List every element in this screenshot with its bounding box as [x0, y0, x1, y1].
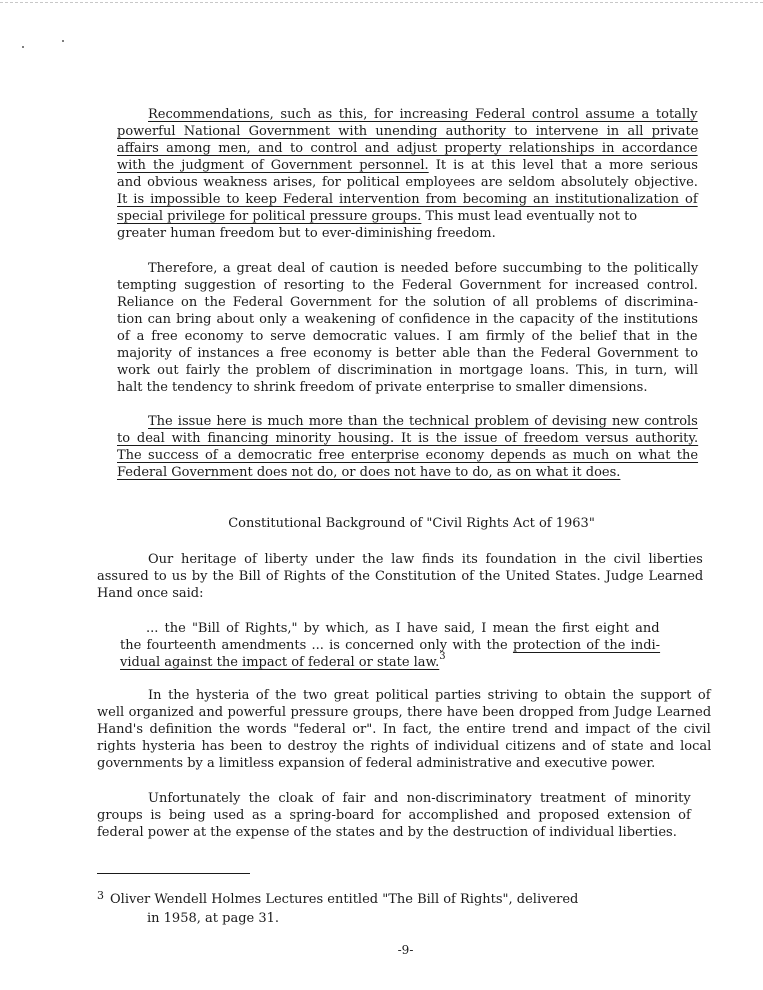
text-line: to deal with financing minority housing. It is the issue of freedom versus authority. — [117, 431, 699, 446]
text-line: with the judgment of Government personnel. It is at this level that a more serious — [117, 158, 698, 173]
paragraph-hysteria — [97, 687, 711, 772]
section-heading: Constitutional Background of "Civil Rights Act of 1963" — [228, 516, 595, 531]
text-line: In the hysteria of the two great political parties striving to obtain the support of — [148, 688, 711, 703]
text-line: The success of a democratic free enterprise economy depends as much on what the — [117, 448, 699, 463]
text-line: Hand's definition the words "federal or". In fact, the entire trend and impact of the civil — [97, 722, 711, 737]
text-line: of a free economy to serve democratic values. I am firmly of the belief that in the — [117, 329, 698, 344]
text-line: assured to us by the Bill of Rights of the Constitution of the United States. Judge Learned — [97, 569, 704, 584]
text-line: groups is being used as a spring-board for accomplished and proposed extension of — [97, 808, 691, 823]
footnote-divider — [97, 873, 250, 874]
footnote-line-2: in 1958, at page 31. — [147, 911, 280, 926]
text-line: affairs among men, and to control and adjust property relationships in accordance — [117, 141, 698, 156]
text-line: vidual against the impact of federal or state law.$^3$ — [120, 650, 446, 670]
page-number: -9- — [397, 943, 414, 957]
text-line: ... the "Bill of Rights," by which, as I have said, I mean the first eight and — [146, 621, 660, 636]
text-line: Therefore, a great deal of caution is needed before succumbing to the politically — [148, 261, 699, 276]
text-line: Recommendations, such as this, for increasing Federal control assume a totally — [148, 107, 698, 122]
footnote-line-1: Oliver Wendell Holmes Lectures entitled "The Bill of Rights", delivered — [110, 892, 579, 907]
text-line: Unfortunately the cloak of fair and non-discriminatory treatment of minority — [148, 791, 691, 806]
text-line: the fourteenth amendments ... is concerned only with the protection of the indi- — [120, 638, 661, 653]
text-line: halt the tendency to shrink freedom of private enterprise to smaller dimensions. — [117, 380, 648, 395]
text-line: tempting suggestion of resorting to the Federal Government for increased control. — [117, 278, 698, 293]
footnote-reference: 3 — [439, 650, 446, 662]
paragraph-heritage — [97, 551, 703, 602]
paragraph-caution — [117, 260, 698, 396]
scan-speck — [22, 46, 24, 48]
paragraph-federal-control — [117, 106, 698, 242]
text-line: well organized and powerful pressure groups, there have been dropped from Judge Learned — [97, 705, 712, 720]
scan-top-edge — [0, 2, 763, 3]
footnote — [97, 890, 578, 928]
text-line: The issue here is much more than the technical problem of devising new controls — [148, 414, 698, 429]
text-line: special privilege for political pressure groups. This must lead eventually not to — [117, 209, 638, 224]
text-line: Our heritage of liberty under the law finds its foundation in the civil liberties — [148, 552, 703, 567]
text-line: tion can bring about only a weakening of confidence in the capacity of the institutions — [117, 312, 698, 327]
scan-speck — [62, 40, 64, 42]
text-line: work out fairly the problem of discrimination in mortgage loans. This, in turn, will — [117, 363, 698, 378]
paragraph-cloak — [97, 790, 691, 841]
text-line: rights hysteria has been to destroy the rights of individual citizens and of state and local — [97, 739, 712, 754]
text-line: and obvious weakness arises, for political employees are seldom absolutely objective. — [117, 175, 698, 190]
footnote-marker: 3 — [97, 889, 104, 902]
text-line: powerful National Government with unending authority to intervene in all private — [117, 124, 699, 139]
text-line: federal power at the expense of the states and by the destruction of individual liberties. — [97, 825, 677, 840]
text-line: Hand once said: — [97, 586, 204, 601]
text-line: greater human freedom but to ever-diminishing freedom. — [117, 226, 496, 241]
text-line: Federal Government does not do, or does not have to do, as on what it does. — [117, 465, 621, 480]
text-line: Reliance on the Federal Government for the solution of all problems of discrimina- — [117, 295, 698, 310]
block-quote — [120, 620, 660, 671]
text-line: It is impossible to keep Federal intervention from becoming an institutionalization of — [117, 192, 698, 207]
text-line: majority of instances a free economy is better able than the Federal Government to — [117, 346, 699, 361]
text-line: governments by a limitless expansion of federal administrative and executive power. — [97, 756, 656, 771]
paragraph-freedom-vs-authority — [117, 413, 698, 481]
